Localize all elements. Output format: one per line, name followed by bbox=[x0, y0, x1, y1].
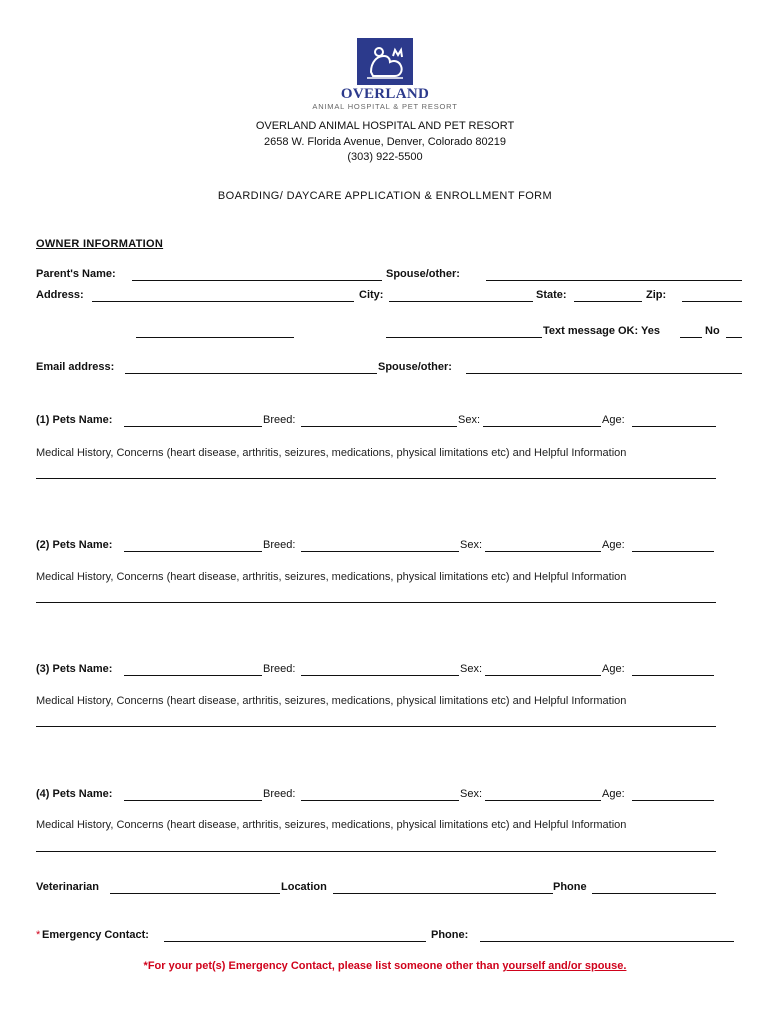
pet-sex-label: Sex: bbox=[460, 539, 483, 551]
text-no-label: No bbox=[705, 325, 720, 337]
pet-breed-label: Breed: bbox=[263, 788, 296, 800]
pet-name-label: (2) Pets Name: bbox=[36, 539, 113, 551]
phone-row bbox=[36, 325, 742, 339]
dog-cat-icon bbox=[357, 38, 413, 85]
emergency-contact-label: Emergency Contact: bbox=[42, 929, 149, 941]
pet-age-label: Age: bbox=[602, 414, 625, 426]
logo-mark bbox=[357, 38, 413, 85]
emergency-note bbox=[0, 960, 770, 972]
pet-sex-label: Sex: bbox=[460, 663, 483, 675]
state-field[interactable] bbox=[574, 289, 642, 302]
pet-sex-field[interactable] bbox=[483, 414, 601, 427]
pet-name-field[interactable] bbox=[124, 539, 262, 552]
pet-breed-field[interactable] bbox=[301, 414, 457, 427]
emergency-note-underlined: yourself and/or spouse. bbox=[502, 960, 627, 972]
pet-sex-field[interactable] bbox=[485, 788, 601, 801]
vet-phone-label: Phone bbox=[553, 881, 587, 893]
pet-medical-label: Medical History, Concerns (heart disease, arthritis, seizures, medications, physical limitations etc) and Helpful Information bbox=[36, 447, 627, 459]
org-name: OVERLAND ANIMAL HOSPITAL AND PET RESORT bbox=[255, 120, 515, 132]
pet-sex-field[interactable] bbox=[485, 663, 601, 676]
pet-name-field[interactable] bbox=[124, 788, 262, 801]
section-title-owner: OWNER INFORMATION bbox=[36, 238, 164, 250]
email-row bbox=[36, 361, 742, 375]
email-spouse-field[interactable] bbox=[466, 361, 742, 374]
address-label: Address: bbox=[36, 289, 84, 301]
pet-sex-field[interactable] bbox=[485, 539, 601, 552]
pet-breed-label: Breed: bbox=[263, 539, 296, 551]
state-label: State: bbox=[536, 289, 567, 301]
parents-name-row bbox=[36, 268, 742, 282]
spouse-label: Spouse/other: bbox=[386, 268, 460, 280]
emergency-contact-field[interactable] bbox=[164, 929, 426, 942]
pet-age-field[interactable] bbox=[632, 663, 714, 676]
phone-field-2[interactable] bbox=[386, 325, 542, 338]
emergency-phone-field[interactable] bbox=[480, 929, 734, 942]
email-label: Email address: bbox=[36, 361, 115, 373]
parents-name-field[interactable] bbox=[132, 268, 382, 281]
pet-age-label: Age: bbox=[602, 663, 625, 675]
pet-breed-label: Breed: bbox=[263, 414, 296, 426]
emergency-note-prefix: *For your pet(s) Emergency Contact, please list someone other than bbox=[143, 960, 503, 972]
pet-medical-field[interactable] bbox=[36, 478, 716, 479]
logo-subtitle: ANIMAL HOSPITAL & PET RESORT bbox=[312, 102, 458, 111]
pet-sex-label: Sex: bbox=[458, 414, 481, 426]
phone-field-1[interactable] bbox=[136, 325, 294, 338]
text-ok-label: Text message OK: Yes bbox=[543, 325, 660, 337]
email-spouse-label: Spouse/other: bbox=[378, 361, 452, 373]
org-address: 2658 W. Florida Avenue, Denver, Colorado 80219 bbox=[264, 136, 506, 148]
pet-name-field[interactable] bbox=[124, 414, 262, 427]
text-no-field[interactable] bbox=[726, 325, 742, 338]
pet-sex-label: Sex: bbox=[460, 788, 483, 800]
pet-name-label: (4) Pets Name: bbox=[36, 788, 113, 800]
veterinarian-field[interactable] bbox=[110, 881, 280, 894]
logo-name: OVERLAND bbox=[340, 86, 430, 102]
pet-breed-field[interactable] bbox=[301, 539, 459, 552]
pet-name-label: (3) Pets Name: bbox=[36, 663, 113, 675]
pet-medical-label: Medical History, Concerns (heart disease, arthritis, seizures, medications, physical limitations etc) and Helpful Information bbox=[36, 695, 627, 707]
city-field[interactable] bbox=[389, 289, 533, 302]
address-row bbox=[36, 289, 742, 303]
parents-name-label: Parent's Name: bbox=[36, 268, 116, 280]
pet-name-field[interactable] bbox=[124, 663, 262, 676]
pet-row-2 bbox=[36, 539, 742, 553]
pet-breed-label: Breed: bbox=[263, 663, 296, 675]
org-phone: (303) 922-5500 bbox=[347, 151, 423, 163]
zip-label: Zip: bbox=[646, 289, 667, 301]
pet-age-field[interactable] bbox=[632, 414, 716, 427]
location-label: Location bbox=[281, 881, 327, 893]
pet-age-field[interactable] bbox=[632, 539, 714, 552]
address-field[interactable] bbox=[92, 289, 354, 302]
location-field[interactable] bbox=[333, 881, 553, 894]
pet-medical-label: Medical History, Concerns (heart disease, arthritis, seizures, medications, physical limitations etc) and Helpful Information bbox=[36, 571, 627, 583]
required-asterisk: * bbox=[36, 929, 41, 941]
spouse-field[interactable] bbox=[486, 268, 742, 281]
form-title: BOARDING/ DAYCARE APPLICATION & ENROLLMENT FORM bbox=[217, 190, 553, 202]
city-label: City: bbox=[359, 289, 384, 301]
pet-row-1 bbox=[36, 414, 742, 428]
zip-field[interactable] bbox=[682, 289, 742, 302]
pet-breed-field[interactable] bbox=[301, 663, 459, 676]
pet-medical-field[interactable] bbox=[36, 851, 716, 852]
vet-row bbox=[36, 881, 742, 895]
emergency-row bbox=[36, 929, 742, 943]
pet-row-3 bbox=[36, 663, 742, 677]
emergency-phone-label: Phone: bbox=[431, 929, 469, 941]
veterinarian-label: Veterinarian bbox=[36, 881, 99, 893]
vet-phone-field[interactable] bbox=[592, 881, 716, 894]
pet-row-4 bbox=[36, 788, 742, 802]
pet-breed-field[interactable] bbox=[301, 788, 459, 801]
pet-name-label: (1) Pets Name: bbox=[36, 414, 113, 426]
email-field[interactable] bbox=[125, 361, 377, 374]
pet-age-field[interactable] bbox=[632, 788, 714, 801]
pet-medical-field[interactable] bbox=[36, 726, 716, 727]
pet-medical-field[interactable] bbox=[36, 602, 716, 603]
pet-medical-label: Medical History, Concerns (heart disease, arthritis, seizures, medications, physical limitations etc) and Helpful Information bbox=[36, 819, 627, 831]
pet-age-label: Age: bbox=[602, 788, 625, 800]
pet-age-label: Age: bbox=[602, 539, 625, 551]
text-yes-field[interactable] bbox=[680, 325, 702, 338]
